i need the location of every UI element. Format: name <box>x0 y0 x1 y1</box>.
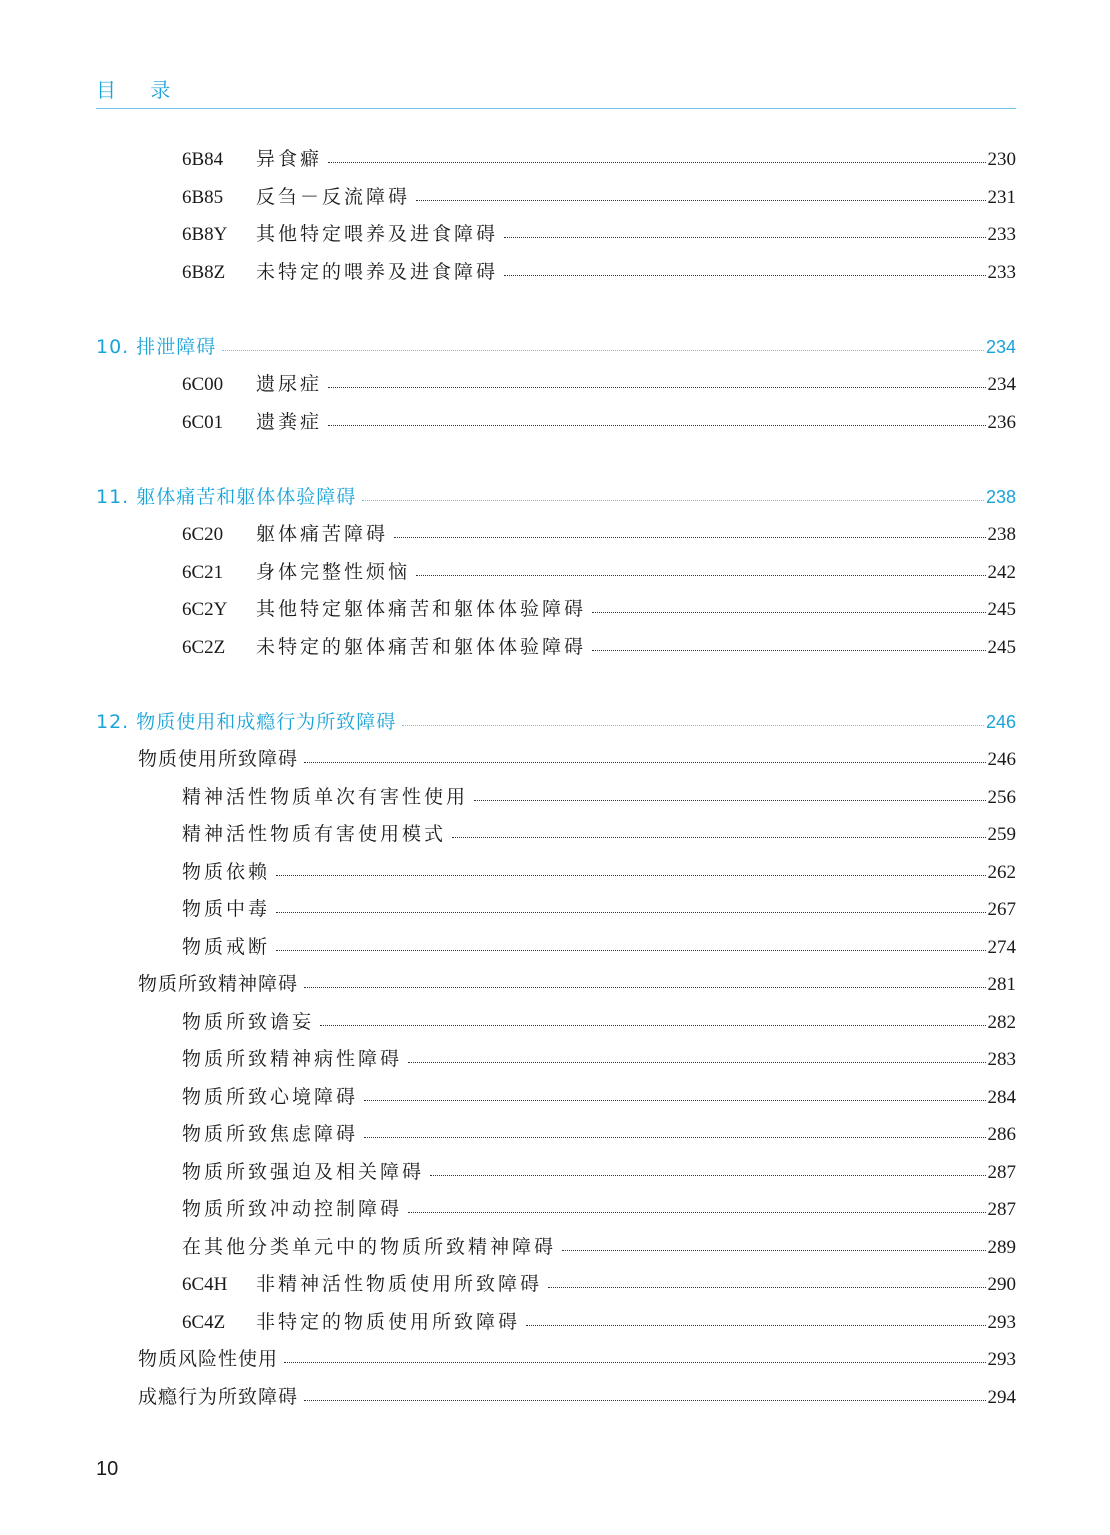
entry-label: 躯体痛苦障碍 <box>256 523 389 545</box>
toc-entry[interactable] <box>96 1304 1016 1342</box>
entry-label: 非精神活性物质使用所致障碍 <box>256 1273 543 1295</box>
section-gap <box>96 441 1016 479</box>
toc-entry[interactable] <box>96 1229 1016 1267</box>
entry-label: 物质所致心境障碍 <box>182 1085 359 1108</box>
toc-entry[interactable] <box>96 816 1016 854</box>
toc-entry[interactable] <box>96 554 1016 592</box>
entry-page: 293 <box>987 1311 1016 1333</box>
entry-page: 233 <box>987 261 1016 283</box>
dot-leader <box>276 950 985 951</box>
chapter-heading-12[interactable] <box>96 704 1016 742</box>
dot-leader <box>328 387 985 388</box>
entry-page: 245 <box>987 636 1016 658</box>
entry-label: 物质所致精神病性障碍 <box>182 1048 403 1070</box>
dot-leader <box>276 912 985 913</box>
entry-label: 其他特定躯体痛苦和躯体体验障碍 <box>256 598 587 620</box>
dot-leader <box>504 275 985 276</box>
table-of-contents <box>96 141 1016 1416</box>
toc-entry[interactable] <box>96 141 1016 179</box>
section-gap <box>96 291 1016 329</box>
toc-entry[interactable] <box>96 1116 1016 1154</box>
entry-page: 284 <box>987 1086 1016 1108</box>
entry-label: 非特定的物质使用所致障碍 <box>256 1310 521 1333</box>
entry-code: 6C21 <box>182 561 224 583</box>
entry-page: 289 <box>987 1236 1016 1258</box>
toc-section[interactable] <box>96 966 1016 1004</box>
dot-leader <box>416 575 985 576</box>
toc-entry[interactable] <box>96 891 1016 929</box>
entry-label: 物质风险性使用 <box>138 1348 279 1370</box>
dot-leader <box>526 1325 985 1326</box>
entry-page: 236 <box>987 411 1016 433</box>
toc-entry[interactable] <box>96 516 1016 554</box>
entry-label: 物质所致精神障碍 <box>138 973 299 995</box>
chapter-heading-11[interactable] <box>96 479 1016 517</box>
dot-leader <box>320 1025 985 1026</box>
entry-label: 未特定的躯体痛苦和躯体体验障碍 <box>256 635 587 658</box>
entry-label: 物质所致焦虑障碍 <box>182 1123 359 1145</box>
entry-page: 290 <box>987 1274 1016 1295</box>
toc-entry[interactable] <box>96 404 1016 442</box>
entry-code: 6B8Y <box>182 224 228 245</box>
entry-code: 6B85 <box>182 186 224 208</box>
dot-leader <box>430 1175 985 1176</box>
entry-code: 6C00 <box>182 374 224 395</box>
entry-label: 成瘾行为所致障碍 <box>138 1385 299 1408</box>
entry-label: 物质中毒 <box>182 898 271 920</box>
toc-section[interactable] <box>96 1379 1016 1417</box>
dot-leader <box>362 500 984 501</box>
dot-leader <box>328 162 985 163</box>
dot-leader <box>592 612 985 613</box>
entry-label: 物质所致冲动控制障碍 <box>182 1198 403 1220</box>
dot-leader <box>364 1100 985 1101</box>
toc-entry[interactable] <box>96 1004 1016 1042</box>
entry-label: 在其他分类单元中的物质所致精神障碍 <box>182 1235 557 1258</box>
dot-leader <box>284 1362 985 1363</box>
entry-code: 6C20 <box>182 524 224 545</box>
section-gap <box>96 666 1016 704</box>
toc-entry[interactable] <box>96 179 1016 217</box>
dot-leader <box>304 1400 985 1401</box>
entry-label: 身体完整性烦恼 <box>256 560 411 583</box>
entry-page: 234 <box>987 374 1016 395</box>
entry-code: 6C4H <box>182 1274 228 1295</box>
entry-code: 6B8Z <box>182 261 226 283</box>
dot-leader <box>364 1137 985 1138</box>
entry-page: 262 <box>987 861 1016 883</box>
entry-page: 256 <box>987 786 1016 808</box>
dot-leader <box>304 987 985 988</box>
dot-leader <box>222 350 984 351</box>
entry-label: 物质使用所致障碍 <box>138 748 299 770</box>
chapter-page: 234 <box>985 336 1016 357</box>
toc-entry[interactable] <box>96 1154 1016 1192</box>
dot-leader <box>276 875 985 876</box>
entry-page: 230 <box>987 149 1016 170</box>
entry-page: 233 <box>987 224 1016 245</box>
dot-leader <box>416 200 985 201</box>
entry-label: 未特定的喂养及进食障碍 <box>256 260 499 283</box>
entry-label: 其他特定喂养及进食障碍 <box>256 223 499 245</box>
chapter-label: 11. 躯体痛苦和躯体体验障碍 <box>96 485 357 508</box>
toc-entry[interactable] <box>96 254 1016 292</box>
entry-page: 286 <box>987 1124 1016 1145</box>
entry-label: 反刍－反流障碍 <box>256 185 411 208</box>
entry-label: 异食癖 <box>256 148 323 170</box>
entry-label: 遗尿症 <box>256 373 323 395</box>
page-number: 10 <box>96 1458 119 1480</box>
toc-entry[interactable] <box>96 1079 1016 1117</box>
toc-entry[interactable] <box>96 929 1016 967</box>
entry-page: 267 <box>987 899 1016 920</box>
dot-leader <box>592 650 985 651</box>
entry-page: 246 <box>987 749 1016 770</box>
chapter-page: 246 <box>985 711 1016 732</box>
toc-entry[interactable] <box>96 779 1016 817</box>
entry-page: 287 <box>987 1199 1016 1220</box>
dot-leader <box>304 762 985 763</box>
entry-code: 6C4Z <box>182 1311 226 1333</box>
entry-label: 物质依赖 <box>182 860 271 883</box>
entry-code: 6B84 <box>182 149 224 170</box>
entry-code: 6C2Y <box>182 599 228 620</box>
dot-leader <box>504 237 985 238</box>
entry-page: 294 <box>987 1386 1016 1408</box>
toc-entry[interactable] <box>96 1266 1016 1304</box>
chapter-page: 238 <box>985 486 1016 507</box>
entry-page: 274 <box>987 936 1016 958</box>
entry-page: 293 <box>987 1349 1016 1370</box>
toc-entry[interactable] <box>96 366 1016 404</box>
entry-page: 282 <box>987 1011 1016 1033</box>
toc-entry[interactable] <box>96 629 1016 667</box>
entry-code: 6C2Z <box>182 636 226 658</box>
entry-page: 287 <box>987 1161 1016 1183</box>
toc-section[interactable] <box>96 1341 1016 1379</box>
entry-page: 231 <box>987 186 1016 208</box>
entry-label: 精神活性物质有害使用模式 <box>182 823 447 845</box>
chapter-heading-10[interactable] <box>96 329 1016 367</box>
entry-label: 物质戒断 <box>182 935 271 958</box>
toc-entry[interactable] <box>96 216 1016 254</box>
chapter-label: 12. 物质使用和成瘾行为所致障碍 <box>96 710 397 733</box>
entry-page: 238 <box>987 524 1016 545</box>
dot-leader <box>394 537 985 538</box>
entry-label: 物质所致强迫及相关障碍 <box>182 1160 425 1183</box>
entry-page: 283 <box>987 1049 1016 1070</box>
entry-label: 精神活性物质单次有害性使用 <box>182 785 469 808</box>
entry-code: 6C01 <box>182 411 224 433</box>
page-header <box>96 72 1016 109</box>
toc-section[interactable] <box>96 741 1016 779</box>
dot-leader <box>562 1250 985 1251</box>
entry-label: 物质所致谵妄 <box>182 1010 315 1033</box>
entry-label: 遗粪症 <box>256 410 323 433</box>
entry-page: 245 <box>987 599 1016 620</box>
entry-page: 242 <box>987 561 1016 583</box>
entry-page: 259 <box>987 824 1016 845</box>
chapter-label: 10. 排泄障碍 <box>96 335 217 358</box>
dot-leader <box>402 725 984 726</box>
toc-entry[interactable] <box>96 854 1016 892</box>
toc-entry[interactable] <box>96 591 1016 629</box>
dot-leader <box>474 800 985 801</box>
dot-leader <box>408 1062 985 1063</box>
toc-entry[interactable] <box>96 1041 1016 1079</box>
entry-page: 281 <box>987 974 1016 995</box>
dot-leader <box>408 1212 985 1213</box>
toc-title: 目 录 <box>96 78 185 102</box>
toc-entry[interactable] <box>96 1191 1016 1229</box>
dot-leader <box>452 837 985 838</box>
dot-leader <box>548 1287 985 1288</box>
dot-leader <box>328 425 985 426</box>
